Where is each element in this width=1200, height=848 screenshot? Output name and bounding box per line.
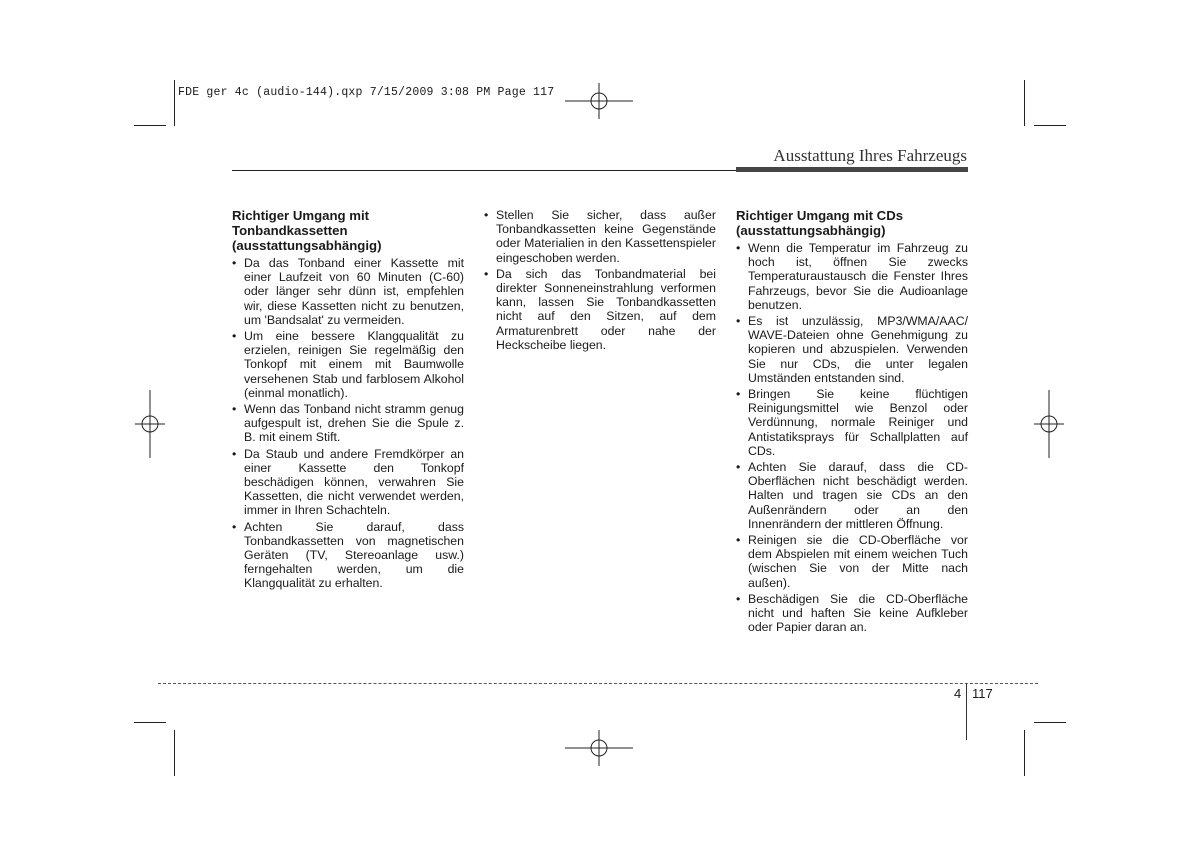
- column-cassette-care-continued: [484, 208, 716, 354]
- list-item: • Da Staub und andere Fremdkörper an einer Kassette den Tonkopf beschädigen können, verwahren Sie Kassetten, die nicht verwendet werden, immer in Ihren Schachteln.: [232, 447, 464, 518]
- list-item: • Wenn das Tonband nicht stramm genug aufgespult ist, drehen Sie die Spule z. B. mit einem Stift.: [232, 402, 464, 445]
- list-item: • Da das Tonband einer Kassette mit einer Laufzeit von 60 Minuten (C-60) oder länger sehr dünn ist, empfehlen wir, diese Kassetten nicht zu benutzen, um 'Bandsalat' zu vermeiden.: [232, 256, 464, 327]
- list-item: • Wenn die Temperatur im Fahrzeug zu hoch ist, öffnen Sie zwecks Temperaturaustausch die Fenster Ihres Fahrzeugs, bevor Sie die Audioanlage benutzen.: [736, 241, 968, 312]
- list-item: • Beschädigen Sie die CD-Oberfläche nicht und haften Sie keine Aufkleber oder Papier daran an.: [736, 592, 968, 635]
- section-heading: Richtiger Umgang mit CDs (ausstattungsabhängig): [736, 208, 904, 238]
- list-item: • Achten Sie darauf, dass Tonbandkassetten von magnetischen Geräten (TV, Stereoanlage usw.) ferngehalten werden, um die Klangqualität zu erhalten.: [232, 520, 464, 591]
- page-number: 117: [972, 686, 993, 701]
- list-item: • Stellen Sie sicher, dass außer Tonbandkassetten keine Gegenstände oder Materialien in den Kassettenspieler eingeschoben werden.: [484, 208, 716, 265]
- list-item: • Um eine bessere Klangqualität zu erzielen, reinigen Sie regelmäßig den Tonkopf mit einem mit Baumwolle versehenen Stab und farblosem Alkohol (einmal monatlich).: [232, 329, 464, 400]
- list-item: • Bringen Sie keine flüchtigen Reinigungsmittel wie Benzol oder Verdünnung, normale Reiniger und Antistatiksprays für Schallplatten auf CDs.: [736, 387, 968, 458]
- column-cd-care: [736, 208, 968, 636]
- section-header-title: Ausstattung Ihres Fahrzeugs: [773, 146, 967, 165]
- list-item: • Da sich das Tonbandmaterial bei direkter Sonneneinstrahlung verformen kann, lassen Sie Tonbandkassetten nicht auf den Sitzen, auf dem Armaturenbrett oder nahe der Heckscheibe liegen.: [484, 267, 716, 352]
- header-rule-accent: [736, 167, 968, 172]
- footer-divider: [158, 683, 1038, 684]
- chapter-number: 4: [954, 686, 962, 701]
- header-rule: [232, 170, 736, 171]
- bullet-list: [232, 256, 464, 591]
- list-item: • Reinigen sie die CD-Oberfläche vor dem Abspielen mit einem weichen Tuch (wischen Sie von der Mitte nach außen).: [736, 533, 968, 590]
- list-item: • Achten Sie darauf, dass die CD-Oberflächen nicht beschädigt werden. Halten und tragen sie CDs an den Außenrändern oder an den Innenrändern der mittleren Öffnung.: [736, 460, 968, 531]
- list-item: • Es ist unzulässig, MP3/WMA/AAC/ WAVE-Dateien ohne Genehmigung zu kopieren und abzuspielen. Verwenden Sie nur CDs, die unter legalen Umständen entstanden sind.: [736, 314, 968, 385]
- page-number-separator: [966, 684, 967, 740]
- section-heading: Richtiger Umgang mit Tonbandkassetten (ausstattungsabhängig): [232, 208, 382, 253]
- bullet-list: [736, 241, 968, 634]
- column-cassette-care: [232, 208, 464, 593]
- bullet-list: [484, 208, 716, 352]
- print-slug: FDE ger 4c (audio-144).qxp 7/15/2009 3:08 PM Page 117: [178, 86, 555, 99]
